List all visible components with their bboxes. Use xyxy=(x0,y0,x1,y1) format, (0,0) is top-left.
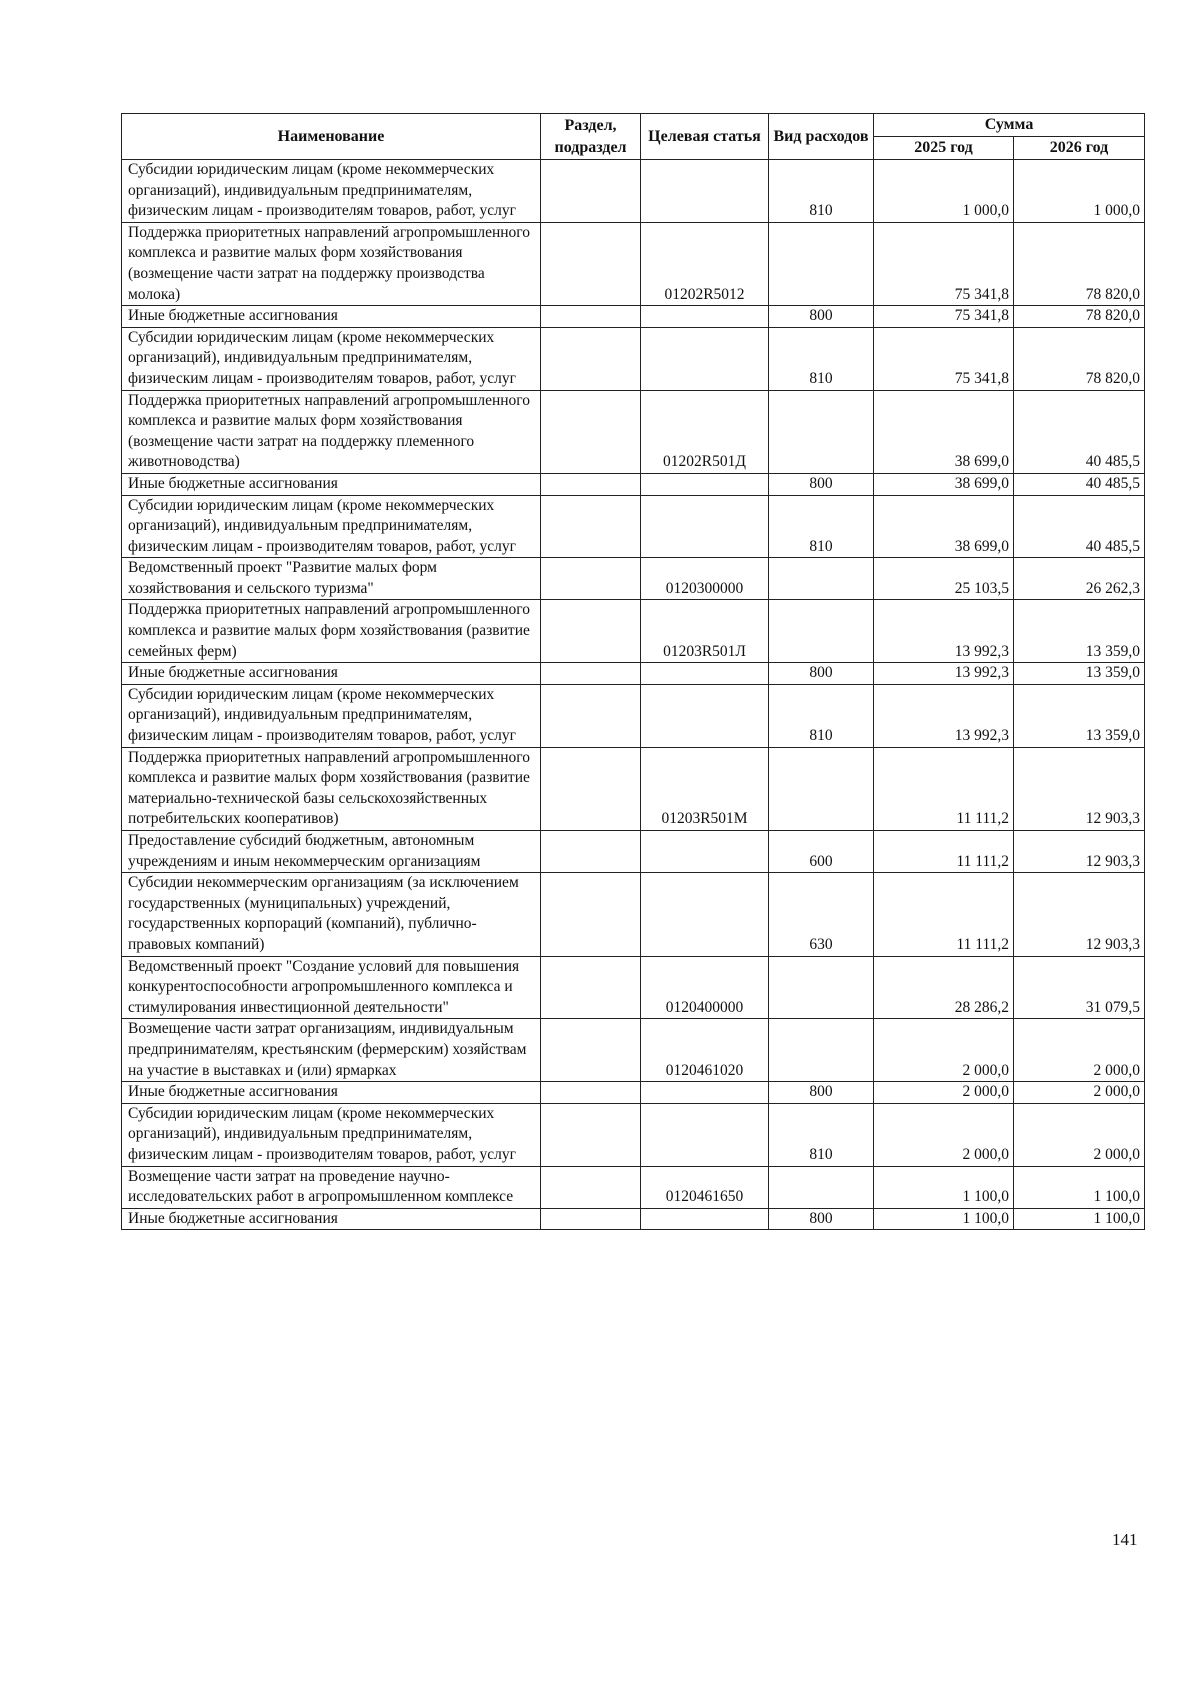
cell-name: Поддержка приоритетных направлений агропромышленного комплекса и развитие малых форм хозяйствования (возмещение части затрат на поддержку племенного животноводства) xyxy=(122,390,541,473)
cell-razdel xyxy=(541,600,641,663)
cell-vid: 810 xyxy=(769,160,874,223)
header-summa: Сумма xyxy=(874,114,1145,137)
cell-name: Субсидии юридическим лицам (кроме некоммерческих организаций), индивидуальным предпринимателям, физическим лицам - производителям товаров, работ, услуг xyxy=(122,495,541,558)
cell-statya: 0120300000 xyxy=(641,558,769,600)
cell-vid xyxy=(769,1019,874,1082)
table-row xyxy=(122,684,1145,747)
cell-name: Субсидии юридическим лицам (кроме некоммерческих организаций), индивидуальным предпринимателям, физическим лицам - производителям товаров, работ, услуг xyxy=(122,327,541,390)
cell-y2026: 31 079,5 xyxy=(1014,956,1145,1019)
cell-y2026: 2 000,0 xyxy=(1014,1019,1145,1082)
cell-razdel xyxy=(541,1166,641,1208)
cell-y2026: 2 000,0 xyxy=(1014,1082,1145,1104)
cell-name: Иные бюджетные ассигнования xyxy=(122,306,541,328)
table-row xyxy=(122,663,1145,685)
table-row xyxy=(122,956,1145,1019)
table-row xyxy=(122,1019,1145,1082)
table-row xyxy=(122,1166,1145,1208)
cell-y2026: 26 262,3 xyxy=(1014,558,1145,600)
cell-vid xyxy=(769,747,874,830)
cell-statya xyxy=(641,306,769,328)
cell-y2026: 13 359,0 xyxy=(1014,663,1145,685)
cell-statya: 0120461020 xyxy=(641,1019,769,1082)
cell-y2025: 13 992,3 xyxy=(874,600,1014,663)
cell-vid: 630 xyxy=(769,873,874,956)
cell-statya xyxy=(641,1082,769,1104)
cell-statya xyxy=(641,1103,769,1166)
table-row xyxy=(122,222,1145,305)
cell-name: Иные бюджетные ассигнования xyxy=(122,1082,541,1104)
cell-razdel xyxy=(541,473,641,495)
cell-statya xyxy=(641,495,769,558)
cell-name: Предоставление субсидий бюджетным, автономным учреждениям и иным некоммерческим организациям xyxy=(122,831,541,873)
cell-vid xyxy=(769,600,874,663)
cell-razdel xyxy=(541,684,641,747)
cell-vid: 800 xyxy=(769,663,874,685)
cell-y2025: 2 000,0 xyxy=(874,1082,1014,1104)
cell-name: Иные бюджетные ассигнования xyxy=(122,473,541,495)
cell-name: Поддержка приоритетных направлений агропромышленного комплекса и развитие малых форм хозяйствования (развитие материально-технической базы сельскохозяйственных потребительских кооперативов) xyxy=(122,747,541,830)
cell-vid: 800 xyxy=(769,1082,874,1104)
cell-vid: 800 xyxy=(769,473,874,495)
cell-y2025: 1 100,0 xyxy=(874,1208,1014,1230)
page-number: 141 xyxy=(1112,1530,1138,1549)
header-vid: Вид расходов xyxy=(769,114,874,160)
cell-y2026: 1 000,0 xyxy=(1014,160,1145,223)
cell-statya: 01202R501Д xyxy=(641,390,769,473)
cell-y2026: 2 000,0 xyxy=(1014,1103,1145,1166)
cell-vid xyxy=(769,558,874,600)
cell-vid: 600 xyxy=(769,831,874,873)
header-2026: 2026 год xyxy=(1014,137,1145,160)
cell-name: Поддержка приоритетных направлений агропромышленного комплекса и развитие малых форм хозяйствования (возмещение части затрат на поддержку производства молока) xyxy=(122,222,541,305)
header-razdel: Раздел, подраздел xyxy=(541,114,641,160)
cell-name: Субсидии юридическим лицам (кроме некоммерческих организаций), индивидуальным предпринимателям, физическим лицам - производителям товаров, работ, услуг xyxy=(122,160,541,223)
table-row xyxy=(122,306,1145,328)
cell-razdel xyxy=(541,306,641,328)
cell-y2025: 25 103,5 xyxy=(874,558,1014,600)
cell-razdel xyxy=(541,663,641,685)
table-row xyxy=(122,1103,1145,1166)
cell-name: Иные бюджетные ассигнования xyxy=(122,1208,541,1230)
cell-y2025: 11 111,2 xyxy=(874,873,1014,956)
cell-y2025: 13 992,3 xyxy=(874,663,1014,685)
cell-statya: 01202R5012 xyxy=(641,222,769,305)
cell-name: Субсидии некоммерческим организациям (за исключением государственных (муниципальных) учреждений, государственных корпораций (компаний), публично-правовых компаний) xyxy=(122,873,541,956)
cell-y2026: 78 820,0 xyxy=(1014,306,1145,328)
cell-statya xyxy=(641,831,769,873)
cell-vid xyxy=(769,1166,874,1208)
cell-name: Ведомственный проект "Создание условий для повышения конкурентоспособности агропромышленного комплекса и стимулирования инвестиционной деятельности" xyxy=(122,956,541,1019)
cell-y2025: 75 341,8 xyxy=(874,327,1014,390)
cell-y2026: 13 359,0 xyxy=(1014,600,1145,663)
cell-vid: 800 xyxy=(769,306,874,328)
cell-y2025: 28 286,2 xyxy=(874,956,1014,1019)
cell-razdel xyxy=(541,873,641,956)
cell-y2026: 40 485,5 xyxy=(1014,495,1145,558)
cell-y2025: 2 000,0 xyxy=(874,1103,1014,1166)
cell-y2026: 40 485,5 xyxy=(1014,473,1145,495)
cell-razdel xyxy=(541,831,641,873)
cell-y2026: 1 100,0 xyxy=(1014,1166,1145,1208)
cell-y2026: 78 820,0 xyxy=(1014,327,1145,390)
table-body xyxy=(122,160,1145,1230)
cell-name: Субсидии юридическим лицам (кроме некоммерческих организаций), индивидуальным предпринимателям, физическим лицам - производителям товаров, работ, услуг xyxy=(122,1103,541,1166)
cell-razdel xyxy=(541,558,641,600)
cell-razdel xyxy=(541,1208,641,1230)
cell-y2026: 40 485,5 xyxy=(1014,390,1145,473)
table-row xyxy=(122,831,1145,873)
cell-statya xyxy=(641,663,769,685)
cell-y2025: 2 000,0 xyxy=(874,1019,1014,1082)
cell-name: Поддержка приоритетных направлений агропромышленного комплекса и развитие малых форм хозяйствования (развитие семейных ферм) xyxy=(122,600,541,663)
cell-razdel xyxy=(541,327,641,390)
cell-y2025: 38 699,0 xyxy=(874,473,1014,495)
table-row xyxy=(122,873,1145,956)
table-row xyxy=(122,747,1145,830)
cell-vid: 800 xyxy=(769,1208,874,1230)
cell-y2025: 38 699,0 xyxy=(874,495,1014,558)
cell-y2025: 11 111,2 xyxy=(874,747,1014,830)
cell-razdel xyxy=(541,747,641,830)
header-2025: 2025 год xyxy=(874,137,1014,160)
header-statya: Целевая статья xyxy=(641,114,769,160)
cell-name: Иные бюджетные ассигнования xyxy=(122,663,541,685)
header-name: Наименование xyxy=(122,114,541,160)
cell-razdel xyxy=(541,390,641,473)
cell-y2025: 1 000,0 xyxy=(874,160,1014,223)
cell-y2026: 1 100,0 xyxy=(1014,1208,1145,1230)
cell-name: Возмещение части затрат организациям, индивидуальным предпринимателям, крестьянским (фермерским) хозяйствам на участие в выставках и (или) ярмарках xyxy=(122,1019,541,1082)
cell-vid: 810 xyxy=(769,495,874,558)
cell-y2025: 38 699,0 xyxy=(874,390,1014,473)
cell-razdel xyxy=(541,495,641,558)
cell-razdel xyxy=(541,1019,641,1082)
cell-y2025: 1 100,0 xyxy=(874,1166,1014,1208)
cell-vid: 810 xyxy=(769,1103,874,1166)
budget-table xyxy=(121,113,1145,1230)
cell-razdel xyxy=(541,222,641,305)
cell-name: Субсидии юридическим лицам (кроме некоммерческих организаций), индивидуальным предпринимателям, физическим лицам - производителям товаров, работ, услуг xyxy=(122,684,541,747)
cell-statya: 01203R501Л xyxy=(641,600,769,663)
cell-razdel xyxy=(541,956,641,1019)
table-row xyxy=(122,1082,1145,1104)
cell-statya xyxy=(641,327,769,390)
cell-name: Возмещение части затрат на проведение научно-исследовательских работ в агропромышленном комплексе xyxy=(122,1166,541,1208)
cell-statya: 01203R501М xyxy=(641,747,769,830)
cell-razdel xyxy=(541,1103,641,1166)
cell-statya: 0120400000 xyxy=(641,956,769,1019)
cell-vid xyxy=(769,390,874,473)
cell-y2025: 75 341,8 xyxy=(874,222,1014,305)
cell-vid xyxy=(769,222,874,305)
table-row xyxy=(122,327,1145,390)
cell-razdel xyxy=(541,1082,641,1104)
cell-vid: 810 xyxy=(769,684,874,747)
cell-razdel xyxy=(541,160,641,223)
cell-y2025: 11 111,2 xyxy=(874,831,1014,873)
cell-statya xyxy=(641,873,769,956)
cell-y2026: 12 903,3 xyxy=(1014,873,1145,956)
table-row xyxy=(122,1208,1145,1230)
cell-statya xyxy=(641,473,769,495)
table-row xyxy=(122,495,1145,558)
cell-y2026: 13 359,0 xyxy=(1014,684,1145,747)
cell-y2026: 78 820,0 xyxy=(1014,222,1145,305)
cell-vid: 810 xyxy=(769,327,874,390)
cell-statya xyxy=(641,1208,769,1230)
table-row xyxy=(122,390,1145,473)
cell-y2025: 13 992,3 xyxy=(874,684,1014,747)
cell-y2026: 12 903,3 xyxy=(1014,747,1145,830)
cell-name: Ведомственный проект "Развитие малых форм хозяйствования и сельского туризма" xyxy=(122,558,541,600)
cell-vid xyxy=(769,956,874,1019)
cell-statya xyxy=(641,684,769,747)
cell-statya: 0120461650 xyxy=(641,1166,769,1208)
table-row xyxy=(122,600,1145,663)
cell-y2026: 12 903,3 xyxy=(1014,831,1145,873)
table-row xyxy=(122,473,1145,495)
table-row xyxy=(122,160,1145,223)
table-row xyxy=(122,558,1145,600)
cell-y2025: 75 341,8 xyxy=(874,306,1014,328)
cell-statya xyxy=(641,160,769,223)
